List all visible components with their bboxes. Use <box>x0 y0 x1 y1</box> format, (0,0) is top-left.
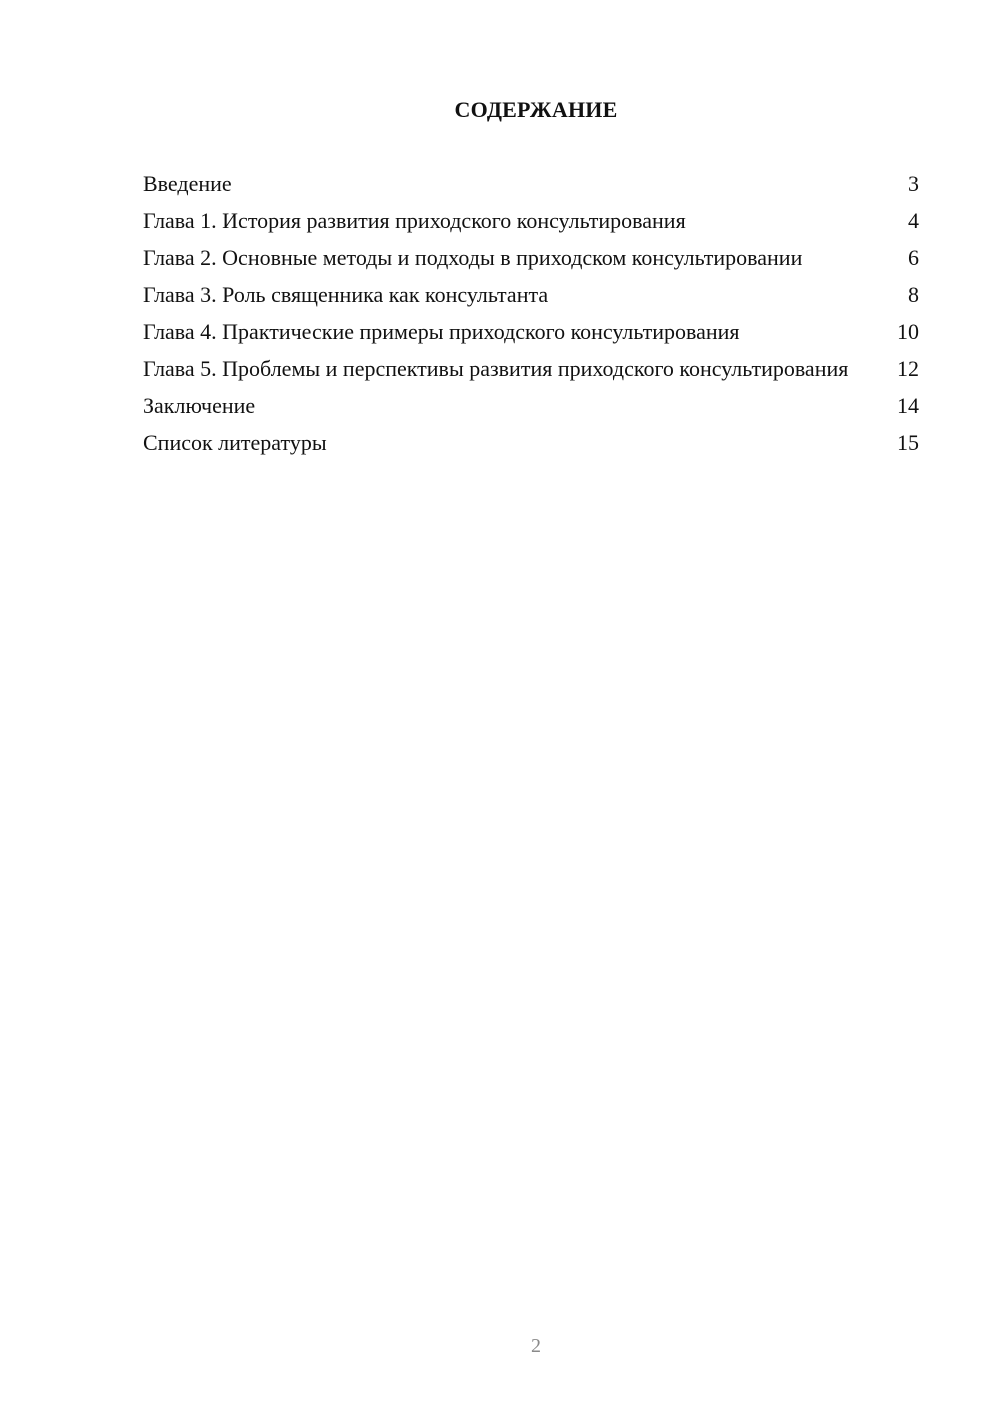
toc-entry-chapter-3[interactable] <box>143 281 919 308</box>
toc-entry-page: 10 <box>897 319 919 344</box>
toc-entry-page: 6 <box>908 245 919 270</box>
toc-entry-page: 12 <box>897 356 919 381</box>
toc-entry-conclusion[interactable] <box>143 392 919 419</box>
toc-entry-chapter-4[interactable] <box>143 318 919 345</box>
toc-entry-bibliography[interactable] <box>143 429 919 456</box>
toc-entry-title: Глава 1. История развития приходского консультирования <box>143 208 686 233</box>
toc-entry-page: 15 <box>897 430 919 455</box>
toc-entry-chapter-2[interactable] <box>143 244 919 271</box>
toc-entry-page: 3 <box>908 171 919 196</box>
table-of-contents <box>143 170 919 466</box>
toc-entry-title: Глава 3. Роль священника как консультанта <box>143 282 549 307</box>
toc-entry-chapter-1[interactable] <box>143 207 919 234</box>
page-title: СОДЕРЖАНИЕ <box>454 97 618 122</box>
toc-entry-page: 8 <box>908 282 919 307</box>
toc-entry-title: Глава 2. Основные методы и подходы в приходском консультировании <box>143 245 803 270</box>
toc-entry-chapter-5[interactable] <box>143 355 919 382</box>
toc-entry-page: 4 <box>908 208 919 233</box>
toc-entry-title: Глава 5. Проблемы и перспективы развития приходского консультирования <box>143 356 849 381</box>
page-number: 2 <box>531 1335 541 1357</box>
toc-entry-title: Введение <box>143 171 232 196</box>
toc-entry-title: Глава 4. Практические примеры приходского консультирования <box>143 319 740 344</box>
toc-entry-title: Заключение <box>143 393 256 418</box>
toc-entry-page: 14 <box>897 393 919 418</box>
toc-entry-title: Список литературы <box>143 430 327 455</box>
toc-entry-introduction[interactable] <box>143 170 919 197</box>
